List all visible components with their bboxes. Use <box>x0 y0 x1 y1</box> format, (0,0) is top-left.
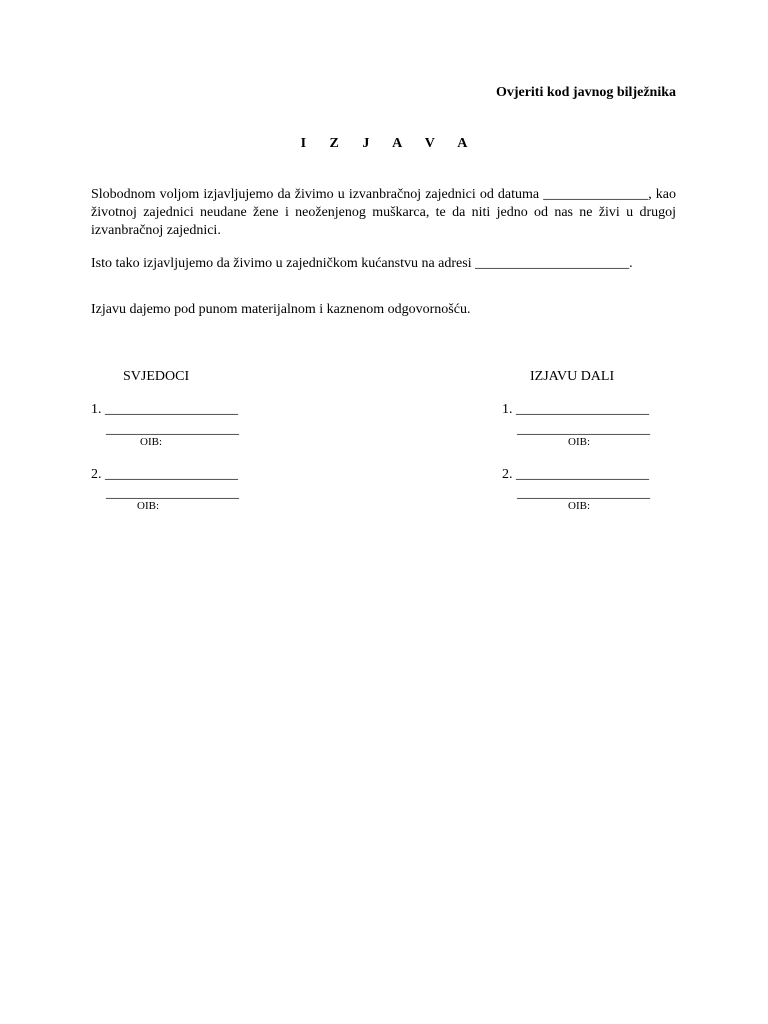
declarant-1-signature-line: 1. ___________________ <box>502 402 649 417</box>
notary-note: Ovjeriti kod javnog bilježnika <box>495 85 676 100</box>
witness-1-signature-line: 1. ___________________ <box>91 402 238 417</box>
witness-1-name-line: ___________________ <box>106 422 239 437</box>
declarant-2-oib-label: OIB: <box>568 500 590 512</box>
document-title: I Z J A V A <box>300 136 478 151</box>
declarant-2-signature-line: 2. ___________________ <box>502 467 649 482</box>
paragraph-declaration: Slobodnom voljom izjavljujemo da živimo u izvanbračnoj zajednici od datuma _______________, kao životnoj zajednici neudane žene i neoženjenog muškarca, te da niti jedno od nas ne živi u drugoj izvanbračnoj zajednici. <box>91 187 676 238</box>
witness-2-name-line: ___________________ <box>106 486 239 501</box>
declarants-heading: IZJAVU DALI <box>530 369 615 384</box>
declarant-1-oib-label: OIB: <box>568 436 590 448</box>
witness-2-signature-line: 2. ___________________ <box>91 467 238 482</box>
declarant-1-name-line: ___________________ <box>517 422 650 437</box>
paragraph-address: Isto tako izjavljujemo da živimo u zajedničkom kućanstvu na adresi ______________________. <box>91 256 633 271</box>
witnesses-heading: SVJEDOCI <box>123 369 190 384</box>
witness-2-oib-label: OIB: <box>137 500 159 512</box>
declarant-2-name-line: ___________________ <box>517 486 650 501</box>
paragraph-responsibility: Izjavu dajemo pod punom materijalnom i kaznenom odgovornošću. <box>91 302 471 317</box>
witness-1-oib-label: OIB: <box>140 436 162 448</box>
